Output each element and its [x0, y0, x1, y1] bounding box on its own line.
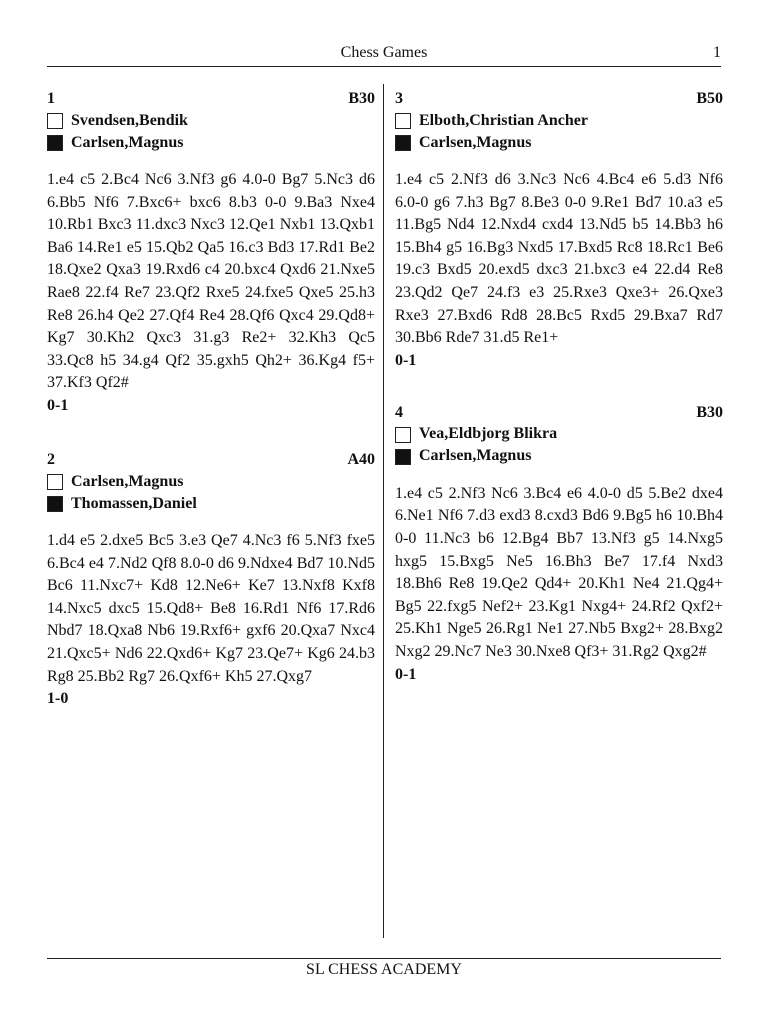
eco-code: B50: [696, 90, 723, 107]
game-1: [47, 88, 375, 417]
white-player-name: Svendsen,Bendik: [71, 111, 188, 129]
black-player: [47, 493, 375, 515]
black-player-name: Carlsen,Magnus: [419, 447, 532, 465]
white-player-name: Elboth,Christian Ancher: [419, 111, 588, 129]
game-header: [47, 88, 375, 110]
white-player-name: Carlsen,Magnus: [71, 472, 184, 490]
eco-code: B30: [348, 90, 375, 107]
page-footer: SL CHESS ACADEMY: [47, 958, 721, 979]
page-header: [47, 44, 721, 67]
white-player: [47, 471, 375, 493]
white-player-name: Vea,Eldbjorg Blikra: [419, 425, 558, 443]
white-player: [395, 424, 723, 446]
white-player: [395, 110, 723, 132]
game-4: [395, 402, 723, 686]
game-number: 3: [395, 90, 403, 107]
game-header: [395, 88, 723, 110]
black-player: [47, 132, 375, 154]
white-square-icon: [395, 427, 411, 443]
game-number: 1: [47, 90, 55, 107]
game-3: [395, 88, 723, 372]
game-result: 0-1: [395, 665, 417, 683]
black-player: [395, 446, 723, 468]
black-square-icon: [395, 135, 411, 151]
white-square-icon: [47, 113, 63, 129]
white-square-icon: [47, 474, 63, 490]
move-list: 1.e4 c5 2.Nf3 Nc6 3.Bc4 e6 4.0-0 d5 5.Be2 dxe4 6.Ne1 Nf6 7.d3 exd3 8.cxd3 Bd6 9.Bg5 h6 10.Bh4 0-0 11.Nc3 b6 12.Bg4 Bb7 13.Nf3 g5 14.Nxg5 hxg5 15.Bxg5 Ne5 16.Bh3 Be7 17.f4 Nxd3 18.Bh6 Re8 19.Qe2 Qd4+ 20.Kh1 Ne4 21.Qg4+ Bg5 22.fxg5 Nef2+ 23.Kg1 Nxg4+ 24.Rf2 Qxf2+ 25.Kh1 Nge5 26.Rg1 Ne1 27.Nb5 Bxg2+ 28.Bxg2 Nxg2 29.Nc7 Ne3 30.Nxe8 Qf3+ 31.Rg2 Qxg2#: [395, 484, 723, 660]
eco-code: A40: [347, 450, 375, 468]
game-2: [47, 449, 375, 710]
white-square-icon: [395, 113, 411, 129]
column-divider: [383, 84, 384, 938]
move-list: 1.d4 e5 2.dxe5 Bc5 3.e3 Qe7 4.Nc3 f6 5.Nf3 fxe5 6.Bc4 e4 7.Nd2 Qf8 8.0-0 d6 9.Ndxe4 Bd7 10.Nd5 Bc6 11.Nxc7+ Kd8 12.Ne6+ Ke7 13.Nxf8 Kxf8 14.Nxc5 dxc5 15.Qd8+ Be8 16.Rd1 Nf6 17.Rd6 Nbd7 18.Qxa8 Nb6 19.Rxf6+ gxf6 20.Qxa7 Nxc4 21.Qxc5+ Nd6 22.Qxd6+ Kg7 23.Qe7+ Kg6 24.b3 Rg8 25.Bb2 Rg7 26.Qxf6+ Kh5 27.Qxg7: [47, 531, 375, 685]
game-result: 1-0: [47, 690, 69, 708]
game-header: [47, 449, 375, 471]
black-player-name: Carlsen,Magnus: [419, 133, 532, 151]
move-list: 1.e4 c5 2.Nf3 d6 3.Nc3 Nc6 4.Bc4 e6 5.d3 Nf6 6.0-0 g6 7.h3 Bg7 8.Be3 0-0 9.Re1 Bd7 10.a3 e5 11.Bg5 Nd4 12.Nxd4 cxd4 13.Nd5 b5 14.Bb3 h6 15.Bh4 g5 16.Bg3 Nxd5 17.Bxd5 Rc8 18.Rc1 Be6 19.c3 Bxd5 20.exd5 dxc3 21.bxc3 e4 22.d4 Re8 23.Qd2 Qe7 24.f3 e3 25.Rxe3 Qxe3+ 26.Qxe3 Rxe3 27.Bxd6 Rd8 28.Bc5 Rxd5 29.Bxa7 Rd7 30.Bb6 Rde7 31.d5 Re1+: [395, 171, 723, 347]
move-list: 1.e4 c5 2.Bc4 Nc6 3.Nf3 g6 4.0-0 Bg7 5.Nc3 d6 6.Bb5 Nf6 7.Bxc6+ bxc6 8.b3 0-0 9.Ba3 Nxe4 10.Rb1 Bxc3 11.dxc3 Nxc3 12.Qe1 Nxb1 13.Qxb1 Ba6 14.Re1 e5 15.Qb2 Qa5 16.c3 Bd3 17.Rd1 Be2 18.Qxe2 Qxa3 19.Rxd6 c4 20.bxc4 Qxd6 21.Nxe5 Rae8 22.f4 Re7 23.Qf2 Rxe5 24.fxe5 Qxe5 25.h3 Re8 26.h4 Qe2 27.Qf4 Re4 28.Qf6 Qxc4 29.Qd8+ Kg7 30.Kh2 Qxc3 31.g3 Re2+ 32.Kh3 Qc5 33.Qc8 h5 34.g4 Qf2 35.gxh5 Qh2+ 36.Kg4 f5+ 37.Kf3 Qf2#: [47, 171, 375, 392]
game-header: [395, 402, 723, 424]
black-player-name: Thomassen,Daniel: [71, 494, 197, 512]
black-square-icon: [47, 135, 63, 151]
right-column: [395, 88, 723, 686]
game-number: 2: [47, 450, 55, 468]
black-player: [395, 132, 723, 154]
game-number: 4: [395, 403, 403, 421]
black-square-icon: [47, 496, 63, 512]
eco-code: B30: [696, 403, 723, 421]
left-column: [47, 88, 375, 710]
black-square-icon: [395, 449, 411, 465]
page-number: 1: [713, 44, 721, 61]
page-title: Chess Games: [340, 44, 428, 61]
game-result: 0-1: [395, 351, 417, 369]
game-result: 0-1: [47, 396, 69, 414]
black-player-name: Carlsen,Magnus: [71, 133, 184, 151]
white-player: [47, 110, 375, 132]
